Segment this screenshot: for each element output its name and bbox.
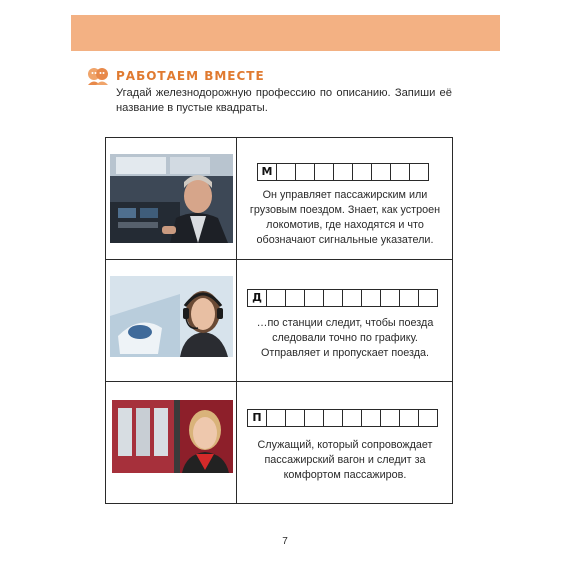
column-divider xyxy=(236,138,237,259)
answer-cell[interactable] xyxy=(390,163,410,181)
answer-cell-first: М xyxy=(257,163,277,181)
answer-cell[interactable] xyxy=(333,163,353,181)
answer-cells[interactable] xyxy=(247,289,437,307)
answer-cell[interactable] xyxy=(304,409,324,427)
profession-description: Он управляет пассажирским или грузовым поездом. Знает, как устроен локомотив, где находятся и что обозначают сигнальные указатели. xyxy=(249,189,441,246)
answer-cell-first: Д xyxy=(247,289,267,307)
answer-cell[interactable] xyxy=(380,289,400,307)
section-header xyxy=(87,66,265,86)
answer-cell[interactable] xyxy=(285,289,305,307)
dispatcher-headset-photo xyxy=(110,276,233,357)
answer-cell[interactable] xyxy=(266,409,286,427)
profession-description: …по станции следит, чтобы поезда следовали точно по графику. Отправляет и пропускает поезда. xyxy=(256,317,434,359)
task-instructions: Угадай железнодорожную профессию по описанию. Запиши её название в пустые квадраты. xyxy=(116,87,452,114)
answer-cell[interactable] xyxy=(380,409,400,427)
answer-cell[interactable] xyxy=(361,409,381,427)
answer-cell[interactable] xyxy=(409,163,429,181)
section-heading: РАБОТАЕМ ВМЕСТЕ xyxy=(116,69,265,83)
conductor-photo xyxy=(112,400,233,473)
answer-cell[interactable] xyxy=(276,163,296,181)
answer-cell[interactable] xyxy=(418,409,438,427)
answer-cell[interactable] xyxy=(323,289,343,307)
answer-cells[interactable] xyxy=(257,163,428,181)
page-number: 7 xyxy=(282,536,288,547)
answer-cell[interactable] xyxy=(342,289,362,307)
train-driver-photo xyxy=(110,154,233,243)
profession-description: Служащий, который сопровождает пассажирский вагон и следит за комфортом пассажиров. xyxy=(257,439,433,481)
answer-cell[interactable] xyxy=(361,289,381,307)
puzzle-table xyxy=(105,137,453,504)
answer-cell-first: П xyxy=(247,409,267,427)
puzzle-row xyxy=(106,382,452,503)
answer-cell[interactable] xyxy=(418,289,438,307)
answer-cell[interactable] xyxy=(266,289,286,307)
answer-cell[interactable] xyxy=(399,289,419,307)
answer-cell[interactable] xyxy=(399,409,419,427)
answer-cell[interactable] xyxy=(352,163,372,181)
answer-cell[interactable] xyxy=(285,409,305,427)
teamwork-icon xyxy=(87,67,109,85)
answer-cell[interactable] xyxy=(371,163,391,181)
puzzle-row xyxy=(106,260,452,382)
answer-cell[interactable] xyxy=(304,289,324,307)
answer-cell[interactable] xyxy=(295,163,315,181)
top-color-band xyxy=(71,15,500,51)
puzzle-row xyxy=(106,138,452,260)
column-divider xyxy=(236,382,237,503)
answer-cell[interactable] xyxy=(314,163,334,181)
answer-cell[interactable] xyxy=(342,409,362,427)
answer-cell[interactable] xyxy=(323,409,343,427)
column-divider xyxy=(236,260,237,381)
answer-cells[interactable] xyxy=(247,409,437,427)
